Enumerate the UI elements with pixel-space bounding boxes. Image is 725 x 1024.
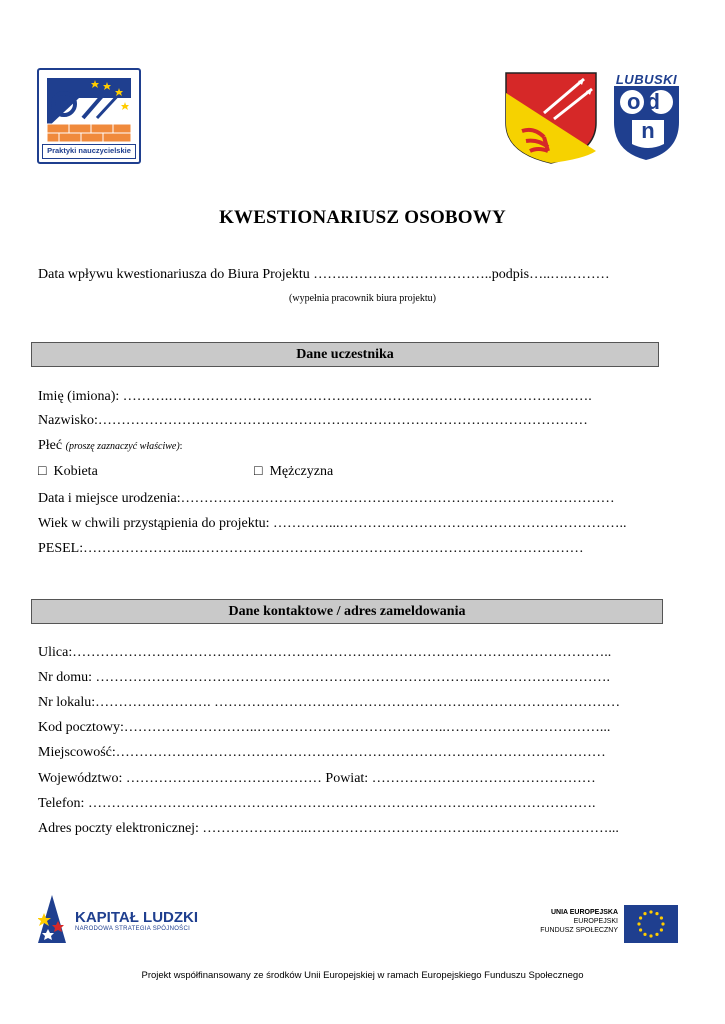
field-postal-code[interactable]: Kod pocztowy:………………………..…………………………………..……………………………... bbox=[38, 720, 611, 735]
kapital-ludzki-icon bbox=[38, 895, 70, 943]
eu-line1: UNIA EUROPEJSKA bbox=[550, 909, 618, 916]
field-age[interactable]: Wiek w chwili przystąpienia do projektu: …………...…………………………………………………….. bbox=[38, 516, 627, 531]
field-city[interactable]: Miejscowość:…………………………………………………………………………………………… bbox=[38, 745, 606, 760]
eu-line3: FUNDUSZ SPOŁECZNY bbox=[540, 927, 618, 934]
field-last-name[interactable]: Nazwisko:…………………………………………………………………………………………… bbox=[38, 413, 588, 428]
kapital-ludzki-title: KAPITAŁ LUDZKI bbox=[75, 909, 199, 926]
lubuski-odn-letters: od bbox=[627, 89, 666, 114]
field-house-number[interactable]: Nr domu: ………………………………………………………………………..………………………. bbox=[38, 670, 611, 685]
field-street[interactable]: Ulica:…………………………………………………………………………………………………….. bbox=[38, 645, 612, 660]
checkbox-female[interactable]: □ bbox=[38, 464, 47, 479]
option-female[interactable] bbox=[38, 463, 98, 481]
eu-logo-text bbox=[520, 908, 618, 935]
checkbox-male[interactable]: □ bbox=[254, 464, 263, 479]
sex-label: Płeć bbox=[38, 438, 63, 453]
kapital-ludzki-subtitle: NARODOWA STRATEGIA SPÓJNOŚCI bbox=[75, 926, 191, 932]
field-birth-date-place[interactable]: Data i miejsce urodzenia:………………………………………………………………………………… bbox=[38, 491, 615, 506]
section-heading-contact: Dane kontaktowe / adres zameldowania bbox=[31, 599, 663, 624]
field-email[interactable]: Adres poczty elektronicznej: …………………..………………………………..………………………... bbox=[38, 821, 619, 836]
sex-hint: (proszę zaznaczyć właściwe) bbox=[65, 441, 180, 452]
praktyki-logo bbox=[37, 68, 141, 164]
lubuski-odn-top-text: LUBUSKI bbox=[615, 72, 678, 87]
field-first-name[interactable]: Imię (imiona): ……….………………………………………………………………………………. bbox=[38, 389, 592, 404]
intake-note: (wypełnia pracownik biura projektu) bbox=[289, 293, 436, 304]
page-title: KWESTIONARIUSZ OSOBOWY bbox=[219, 207, 506, 228]
eu-logo bbox=[520, 905, 678, 945]
section-heading-participant: Dane uczestnika bbox=[31, 342, 659, 367]
intake-date-line[interactable]: Data wpływu kwestionariusza do Biura Projektu …….…………………………..podpis…..….……… bbox=[38, 267, 610, 282]
lubuski-odn-logo bbox=[608, 72, 685, 162]
sex-hint-colon: : bbox=[179, 441, 183, 452]
eu-line2: EUROPEJSKI bbox=[573, 918, 618, 925]
option-female-label: Kobieta bbox=[53, 464, 98, 479]
praktyki-logo-graphic bbox=[39, 70, 139, 146]
praktyki-logo-caption: Praktyki nauczycielskie bbox=[42, 144, 136, 159]
coat-of-arms-icon bbox=[504, 71, 598, 165]
lubuski-odn-letter-n: n bbox=[641, 118, 655, 143]
field-pesel[interactable]: PESEL:…………………...………………………………………………………………………… bbox=[38, 541, 584, 556]
option-male[interactable] bbox=[254, 463, 333, 481]
cofinance-note: Projekt współfinansowany ze środków Unii Europejskiej w ramach Europejskiego Funduszu Społecznego bbox=[141, 970, 584, 981]
kapital-ludzki-logo bbox=[38, 895, 228, 945]
field-sex-label bbox=[38, 437, 182, 456]
field-phone[interactable]: Telefon: ………………………………………………………………………………………………. bbox=[38, 796, 596, 811]
field-voivodeship-county[interactable]: Województwo: …………………………………… Powiat: ………………………………………… bbox=[38, 771, 596, 786]
option-male-label: Mężczyzna bbox=[269, 464, 334, 479]
eu-flag-icon bbox=[624, 905, 678, 943]
field-apartment-number[interactable]: Nr lokalu:……………………. …………………………………………………………………………… bbox=[38, 695, 621, 710]
